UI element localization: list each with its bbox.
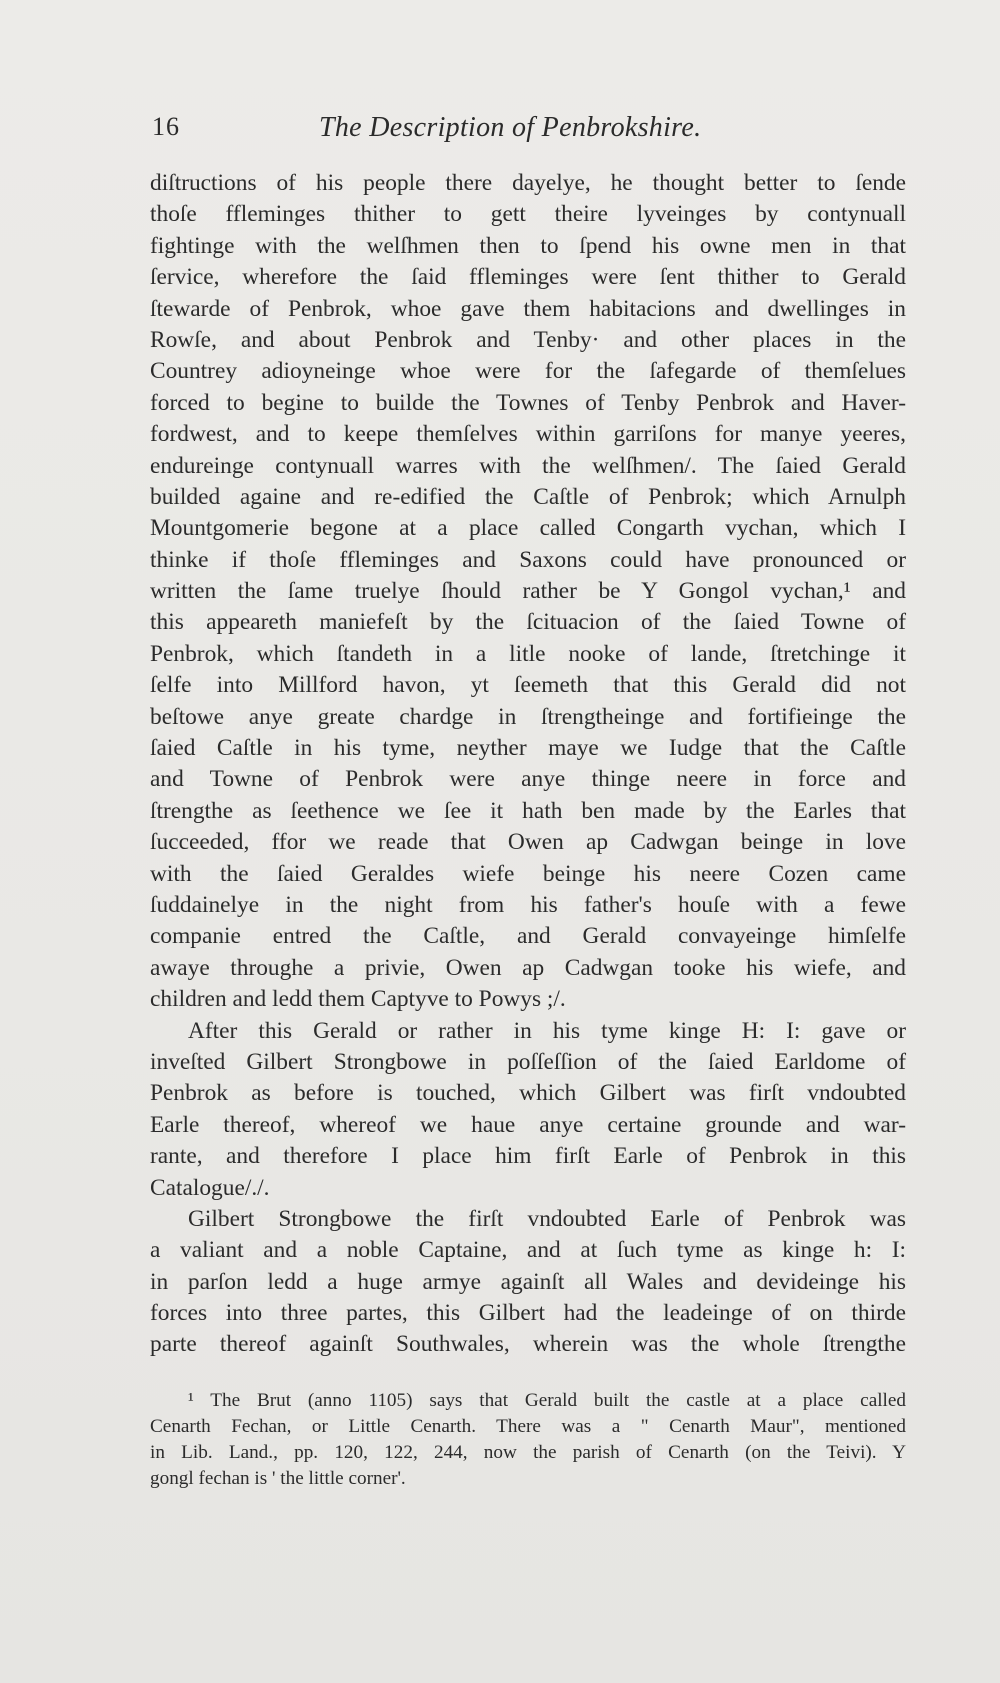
text-line: beſtowe anye greate chardge in ſtrengtheinge and fortifieinge the: [150, 703, 906, 730]
text-line: parte thereof againſt Southwales, wherein was the whole ſtrengthe: [150, 1331, 906, 1358]
text-line: builded againe and re-edified the Caſtle of Penbrok; which Arnulph: [150, 483, 906, 510]
footnote-line: Cenarth Fechan, or Little Cenarth. There was a " Cenarth Maur", mentioned: [150, 1416, 906, 1437]
text-line: forced to begine to builde the Townes of Tenby Penbrok and Haver-: [150, 389, 906, 416]
running-title: The Description of Penbrokshire.: [319, 112, 702, 143]
text-line: companie entred the Caſtle, and Gerald convayeinge himſelfe: [150, 923, 906, 950]
text-line: Penbrok, which ſtandeth in a litle nooke of lande, ſtretchinge it: [150, 640, 906, 667]
body-text: [150, 168, 906, 1361]
text-line: in parſon ledd a huge armye againſt all Wales and devideinge his: [150, 1268, 906, 1295]
text-line: diſtructions of his people there dayelye, he thought better to ſende: [150, 170, 906, 196]
text-line: and Towne of Penbrok were anye thinge neere in force and: [150, 766, 906, 793]
text-line: Mountgomerie begone at a place called Congarth vychan, which I: [150, 515, 906, 542]
text-line: rante, and therefore I place him firſt Earle of Penbrok in this: [150, 1143, 906, 1170]
text-line: ſelfe into Millford havon, yt ſeemeth that this Gerald did not: [150, 672, 906, 699]
text-line: Earle thereof, whereof we haue anye certaine grounde and war-: [150, 1111, 906, 1138]
footnote-line: in Lib. Land., pp. 120, 122, 244, now the parish of Cenarth (on the Teivi). Y: [150, 1442, 906, 1463]
text-line: thinke if thoſe ffleminges and Saxons could have pronounced or: [150, 546, 906, 573]
page-header: [152, 112, 802, 152]
text-line: After this Gerald or rather in his tyme kinge H: I: gave or: [188, 1017, 906, 1044]
text-line: a valiant and a noble Captaine, and at ſuch tyme as kinge h: I:: [150, 1237, 906, 1264]
page-number: 16: [152, 112, 180, 141]
text-line: ſuddainelye in the night from his father's houſe with a fewe: [150, 891, 906, 918]
text-line: this appeareth maniefeſt by the ſcituacion of the ſaied Towne of: [150, 609, 906, 636]
text-line: forces into three partes, this Gilbert had the leadeinge of on thirde: [150, 1300, 906, 1327]
text-line: ſtrengthe as ſeethence we ſee it hath ben made by the Earles that: [150, 797, 906, 824]
text-line: ſaied Caſtle in his tyme, neyther maye we Iudge that the Caſtle: [150, 735, 906, 762]
text-line: written the ſame truelye ſhould rather be Y Gongol vychan,¹ and: [150, 578, 906, 605]
text-line: fightinge with the welſhmen then to ſpend his owne men in that: [150, 232, 906, 259]
text-line: Gilbert Strongbowe the firſt vndoubted Earle of Penbrok was: [188, 1205, 906, 1232]
footnotes: [150, 1388, 906, 1492]
text-line: with the ſaied Geraldes wiefe beinge his neere Cozen came: [150, 860, 906, 887]
text-line: ſtewarde of Penbrok, whoe gave them habitacions and dwellinges in: [150, 295, 906, 322]
text-line: endureinge contynuall warres with the welſhmen/. The ſaied Gerald: [150, 452, 906, 479]
text-line: fordwest, and to keepe themſelves within garriſons for manye yeeres,: [150, 421, 906, 448]
text-line: Penbrok as before is touched, which Gilbert was firſt vndoubted: [150, 1080, 906, 1107]
text-line: children and ledd them Captyve to Powys ;/.: [150, 986, 566, 1013]
text-line: inveſted Gilbert Strongbowe in poſſeſſion of the ſaied Earldome of: [150, 1048, 906, 1075]
text-line: ſucceeded, ffor we reade that Owen ap Cadwgan beinge in love: [150, 829, 906, 856]
text-line: thoſe ffleminges thither to gett theire lyveinges by contynuall: [150, 201, 906, 228]
footnote-line: ¹ The Brut (anno 1105) says that Gerald built the castle at a place called: [188, 1390, 906, 1411]
text-line: Countrey adioyneinge whoe were for the ſafegarde of themſelues: [150, 358, 906, 385]
text-line: Catalogue/./.: [150, 1174, 270, 1201]
footnote-line: gongl fechan is ' the little corner'.: [150, 1468, 406, 1489]
text-line: Rowſe, and about Penbrok and Tenby· and other places in the: [150, 326, 906, 353]
text-line: awaye throughe a privie, Owen ap Cadwgan tooke his wiefe, and: [150, 954, 906, 981]
text-line: ſervice, wherefore the ſaid ffleminges were ſent thither to Gerald: [150, 264, 906, 291]
